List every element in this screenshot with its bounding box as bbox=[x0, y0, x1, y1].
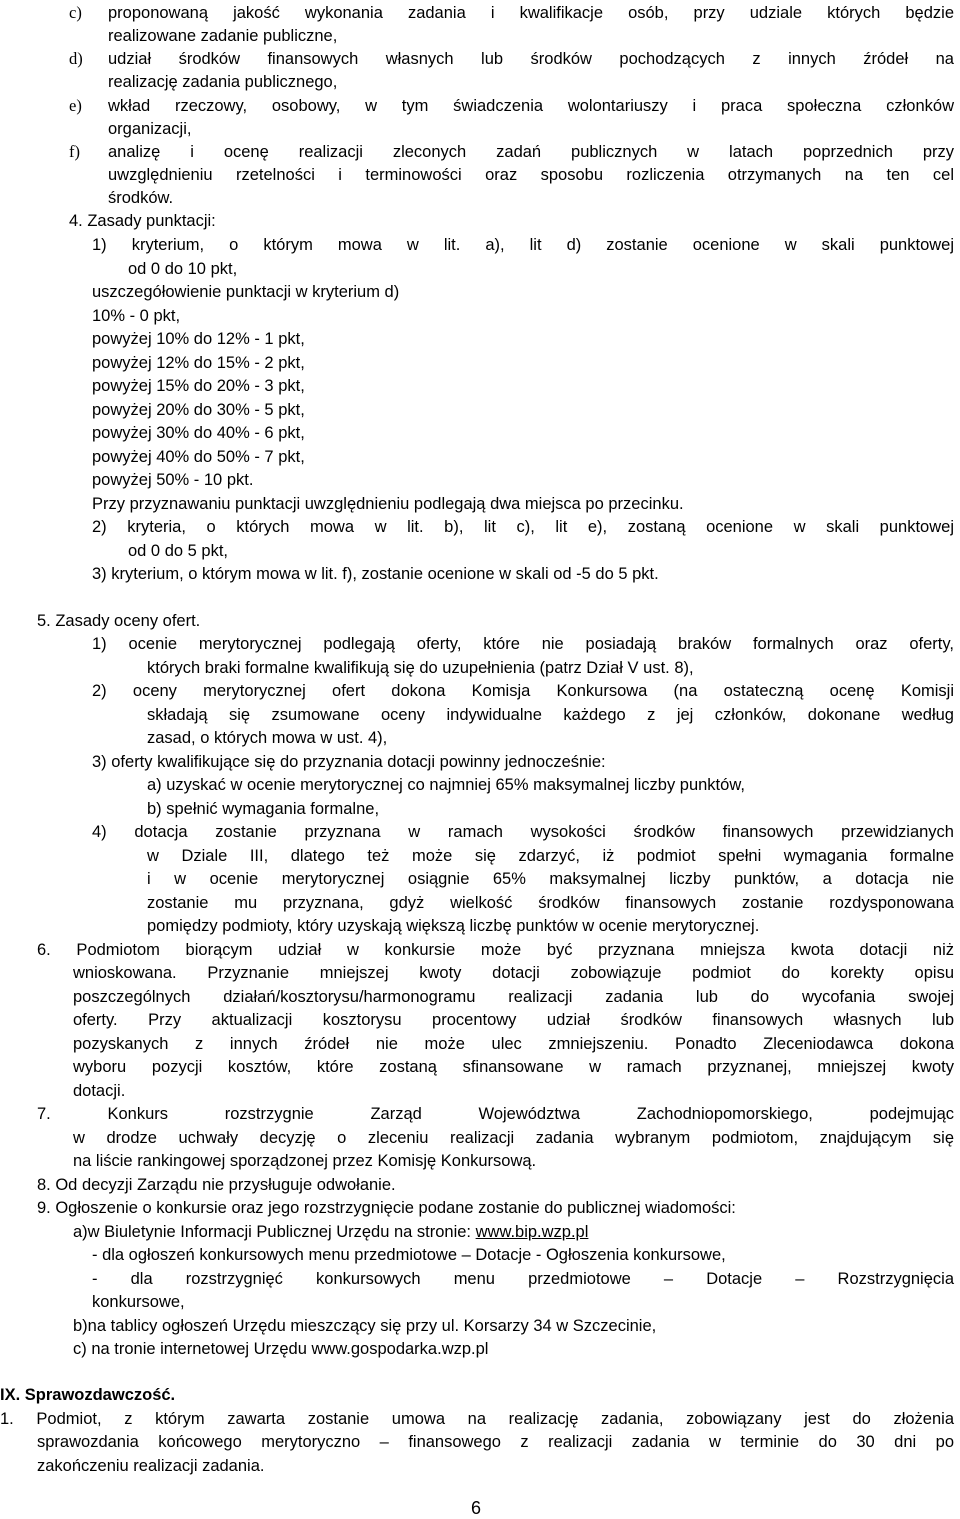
list-item-e-line2: organizacji, bbox=[108, 120, 192, 138]
list-label-d: d) bbox=[69, 49, 83, 68]
section-9-a-text: a)w Biuletynie Informacji Publicznej Urzędu na stronie: bbox=[73, 1223, 476, 1241]
section-4-item1-line2: od 0 do 10 pkt, bbox=[128, 260, 238, 278]
list-item-e-line1: wkład rzeczowy, osobowy, w tym świadczenia wolontariuszy i praca społeczna członków bbox=[108, 97, 954, 115]
section-5-item4-line1: 4) dotacja zostanie przyznana w ramach wysokości środków finansowych przewidzianych bbox=[92, 823, 954, 841]
section-ix-item1-line2: sprawozdania końcowego merytoryczno – finansowego z realizacji zadania w terminie do 30 dni po bbox=[37, 1433, 954, 1451]
section-7-line3: na liście rankingowej sporządzonej przez Komisję Konkursową. bbox=[73, 1152, 537, 1170]
section-5-item1-line2: których braki formalne kwalifikują się do uzupełnienia (patrz Dział V ust. 8), bbox=[147, 659, 694, 677]
section-5-item2-line3: zasad, o których mowa w ust. 4), bbox=[147, 729, 388, 747]
list-item-d-line2: realizację zadania publicznego, bbox=[108, 73, 338, 91]
section-4-item2-line2: od 0 do 5 pkt, bbox=[128, 542, 228, 560]
list-item-d-line1: udział środków finansowych własnych lub środków pochodzących z innych źródeł na bbox=[108, 50, 954, 68]
section-5-item4-line4: zostanie mu przyznana, gdyż wielkość środków finansowych zostanie rozdysponowana bbox=[147, 894, 954, 912]
section-9-a bbox=[73, 1222, 588, 1242]
section-6-line6: wyboru pozycji kosztów, które zostaną sfinansowane w ramach przyznanej, mniejszej kwoty bbox=[73, 1058, 954, 1076]
section-5-item3-b: b) spełnić wymagania formalne, bbox=[147, 800, 380, 818]
rounding-note: Przy przyznawaniu punktacji uwzględnieniu podlegają dwa miejsca po przecinku. bbox=[92, 495, 684, 513]
section-5-item1-line1: 1) ocenie merytorycznej podlegają oferty, które nie posiadają braków formalnych oraz oferty, bbox=[92, 635, 954, 653]
section-9-a-sub2-line1: - dla rozstrzygnięć konkursowych menu przedmiotowe – Dotacje – Rozstrzygnięcia bbox=[92, 1270, 954, 1288]
section-4-item3-line1: 3) kryterium, o którym mowa w lit. f), zostanie ocenione w skali od -5 do 5 pkt. bbox=[92, 565, 659, 583]
section-5-item2-line2: składają się zsumowane oceny indywidualne każdego z jej członków, dokonane według bbox=[147, 706, 954, 724]
section-6-line3: poszczególnych działań/kosztorysu/harmonogramu realizacji zadania lub do wycofania swojej bbox=[73, 988, 954, 1006]
list-item-f-line2: uwzględnieniu rzetelności i terminowości oraz sposobu rozliczenia otrzymanych na ten cel bbox=[108, 166, 954, 184]
score-detail-heading: uszczegółowienie punktacji w kryterium d) bbox=[92, 283, 400, 301]
list-label-f: f) bbox=[69, 142, 80, 161]
page-number: 6 bbox=[471, 1498, 482, 1518]
section-7-line2: w drodze uchwały decyzję o zleceniu realizacji zadania wybranym podmiotom, znajdującym się bbox=[73, 1129, 954, 1147]
section-9-b: b)na tablicy ogłoszeń Urzędu mieszczący się przy ul. Korsarzy 34 w Szczecinie, bbox=[73, 1317, 657, 1335]
section-5-item4-line2: w Dziale III, dlatego też może się zdarzyć, iż podmiot spełni wymagania formalne bbox=[147, 847, 954, 865]
section-5-item2-line1: 2) oceny merytorycznej ofert dokona Komisja Konkursowa (na ostateczną ocenę Komisji bbox=[92, 682, 954, 700]
section-4-item2-line1: 2) kryteria, o których mowa w lit. b), lit c), lit e), zostaną ocenione w skali punktowej bbox=[92, 518, 954, 536]
list-label-c: c) bbox=[69, 3, 82, 22]
score-row: powyżej 50% - 10 pkt. bbox=[92, 471, 254, 489]
list-item-f-line3: środków. bbox=[108, 189, 174, 207]
section-4-heading: 4. Zasady punktacji: bbox=[69, 212, 216, 230]
section-9-c: c) na tronie internetowej Urzędu www.gospodarka.wzp.pl bbox=[73, 1340, 489, 1358]
score-row: powyżej 15% do 20% - 3 pkt, bbox=[92, 377, 305, 395]
section-ix-item1-line3: zakończeniu realizacji zadania. bbox=[37, 1457, 265, 1475]
section-5-item4-line3: i w ocenie merytorycznej osiągnie 65% maksymalnej liczby punktów, a dotacja nie bbox=[147, 870, 954, 888]
section-6-line4: oferty. Przy aktualizacji kosztorysu procentowy udział środków finansowych własnych lub bbox=[73, 1011, 954, 1029]
section-9-a-sub1: - dla ogłoszeń konkursowych menu przedmiotowe – Dotacje - Ogłoszenia konkursowe, bbox=[92, 1246, 726, 1264]
section-6-line2: wnioskowana. Przyznanie mniejszej kwoty dotacji zobowiązuje podmiot do korekty opisu bbox=[73, 964, 954, 982]
section-ix-heading: IX. Sprawozdawczość. bbox=[0, 1386, 176, 1404]
list-item-c-line1: proponowaną jakość wykonania zadania i kwalifikacje osób, przy udziale których będzie bbox=[108, 4, 954, 22]
section-6-line5: pozyskanych z innych źródeł nie może ulec zmniejszeniu. Ponadto Zleceniodawca dokona bbox=[73, 1035, 954, 1053]
score-row: powyżej 10% do 12% - 1 pkt, bbox=[92, 330, 305, 348]
section-ix-item1-line1: 1. Podmiot, z którym zawarta zostanie umowa na realizację zadania, zobowiązany jest do złożenia bbox=[0, 1410, 954, 1428]
section-5-item4-line5: pomiędzy podmioty, który uzyskają większą liczbę punktów w ocenie merytorycznej. bbox=[147, 917, 760, 935]
score-row: powyżej 40% do 50% - 7 pkt, bbox=[92, 448, 305, 466]
list-label-e: e) bbox=[69, 96, 82, 115]
section-5-heading: 5. Zasady oceny ofert. bbox=[37, 612, 201, 630]
bip-link[interactable]: www.bip.wzp.pl bbox=[475, 1223, 589, 1241]
list-item-f-line1: analizę i ocenę realizacji zleconych zadań publicznych w latach poprzednich przy bbox=[108, 143, 954, 161]
score-row: powyżej 12% do 15% - 2 pkt, bbox=[92, 354, 305, 372]
section-9-line1: 9. Ogłoszenie o konkursie oraz jego rozstrzygnięcie podane zostanie do publicznej wiadomości: bbox=[37, 1199, 736, 1217]
section-6-line7: dotacji. bbox=[73, 1082, 126, 1100]
section-7-line1: 7. Konkurs rozstrzygnie Zarząd Województwa Zachodniopomorskiego, podejmując bbox=[37, 1105, 954, 1123]
list-item-c-line2: realizowane zadanie publiczne, bbox=[108, 27, 338, 45]
score-row: powyżej 30% do 40% - 6 pkt, bbox=[92, 424, 305, 442]
section-8-line1: 8. Od decyzji Zarządu nie przysługuje odwołanie. bbox=[37, 1176, 396, 1194]
section-4-item1-line1: 1) kryterium, o którym mowa w lit. a), lit d) zostanie ocenione w skali punktowej bbox=[92, 236, 954, 254]
score-row: powyżej 20% do 30% - 5 pkt, bbox=[92, 401, 305, 419]
score-row: 10% - 0 pkt, bbox=[92, 307, 181, 325]
section-5-item3-a: a) uzyskać w ocenie merytorycznej co najmniej 65% maksymalnej liczby punktów, bbox=[147, 776, 745, 794]
section-6-line1: 6. Podmiotom biorącym udział w konkursie może być przyznana mniejsza kwota dotacji niż bbox=[37, 941, 954, 959]
section-5-item3-line1: 3) oferty kwalifikujące się do przyznania dotacji powinny jednocześnie: bbox=[92, 753, 606, 771]
section-9-a-sub2-line2: konkursowe, bbox=[92, 1293, 185, 1311]
